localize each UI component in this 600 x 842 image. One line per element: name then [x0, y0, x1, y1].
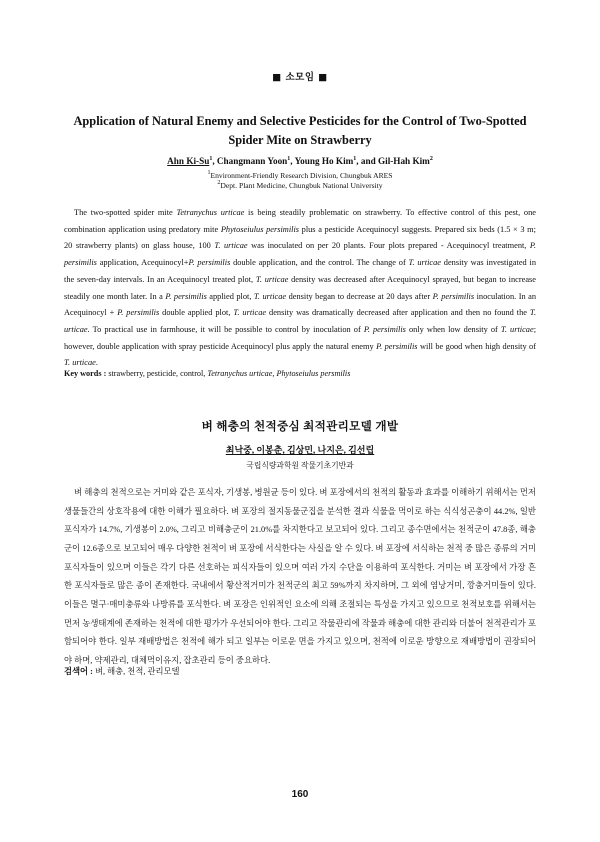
abstract-segment-italic: T. urticae.	[64, 308, 537, 334]
author-sup: 1	[287, 156, 291, 162]
abstract-segment-italic: T. urticae	[408, 258, 442, 268]
author-list-en: Ahn Ki-Su$^1$, Changmann Yoon$^1$, Young Ho Kim$^1$, and Gil-Hah Kim$^2$	[167, 156, 433, 166]
abstract-segment-text: application, Acequinocyl+	[96, 258, 189, 268]
abstract-segment-text: density began to decrease at 20 days after	[286, 291, 433, 301]
abstract-segment-text: is being steadily problematic on strawberry. To effective control of this pest, one combination application using predatory mite	[64, 208, 536, 234]
affiliation-2	[0, 181, 600, 191]
abstract-segment-italic: P. persimilis	[432, 291, 475, 301]
abstract-segment-text: double applied plot,	[159, 308, 234, 318]
abstract-segment-italic: P. persimilis	[117, 308, 160, 318]
keywords-label-ko: 검색어 :	[64, 667, 93, 676]
author-name: Gil-Hah Kim	[378, 156, 430, 166]
abstract-segment-italic: T. urticae	[214, 241, 248, 251]
affil-text: Dept. Plant Medicine, Chungbuk National University	[220, 181, 383, 190]
abstract-segment-italic: P. persimilis	[188, 258, 231, 268]
keywords-label: Key words :	[64, 369, 107, 378]
author-names-ko: 최낙중, 이봉춘, 김상민, 나지은, 김선립	[225, 445, 375, 455]
abstract-segment-text: double application, and the control. The change of	[230, 258, 409, 268]
affil-text: Environment-Friendly Research Division, Chungbuk ARES	[210, 171, 393, 180]
keyword-segment-text: strawberry, pesticide, control,	[106, 369, 208, 378]
abstract-segment-italic: P. persimilis	[376, 341, 418, 351]
keywords-ko	[64, 665, 536, 677]
author-sup: 1	[353, 156, 357, 162]
abstract-segment-text: .	[95, 358, 98, 368]
abstract-ko	[64, 484, 536, 671]
affil-sup: 2	[217, 180, 221, 186]
abstract-segment-italic: P. persimilis	[64, 241, 537, 268]
abstract-segment-italic: P. persimilis	[165, 291, 207, 301]
abstract-ko-text: 벼 해충의 천적으로는 거미와 같은 포식자, 기생봉, 병원균 등이 있다. 벼 포장에서의 천적의 활동과 효과를 이해하기 위해서는 먼저 생물들간의 상호작용에 대한 이해가 필요하다. 벼 포장의 절지동물군집을 분석한 결과 식물을 먹이로 하는 식식성곤충이 44.2%, 일반포식자가 14.7%, 기생봉이 2.0%, 그리고 비해충군이 21.0%를 차지한다고 보고되어 있다. 그리고 종수면에서는 천적군이 47.8종, 해충군이 12.6종으로 보고되어 매우 다양한 천적이 벼 포장에 서식한다는 사실을 알 수 있다. 벼 포장에 서식하는 천적 중 많은 종류의 거미 포식자들이 있으며 이들은 각기 다른 선호하는 피식자들이 있으며 여러 가지 수단을 이용하여 포식한다. 거미는 벼 포장에서 가장 흔한 포식자들로 많은 종이 존재한다. 국내에서 황산적거미가 천적군의 최고 59%까지 차지하며, 그 외에 염낭거미, 깡충거미들이 있다. 이들은 멸구·매미충류와 나방류를 포식한다. 벼 포장은 인위적인 요소에 의해 조절되는 특성을 가지고 있으므로 천적보호를 위해서는 먼저 농생태계에 존재하는 천적에 대한 평가가 우선되어야 한다. 그리고 작물관리에 작물과 해충에 대한 관리와 더불어 천적관리가 포함되어야 한다. 일부 재배방법은 천적에 해가 되고 일부는 이로운 면을 가지고 있으며, 천적에 이로운 방향으로 재배방법이 권장되어야 하며, 약제관리, 대체먹이유지, 잡초관리 등이 중요하다.	[64, 488, 536, 665]
abstract-segment-text: density was investigated in the seven-day intervals. In an Acequinocyl treated plot,	[64, 258, 536, 284]
abstract-segment-italic: T. urticae	[500, 324, 534, 334]
author-name: Ahn Ki-Su	[167, 156, 210, 166]
abstract-segment-text: density was decreased after Acequinocyl sprayed, but began to increase steadily one month later. In a	[64, 274, 537, 301]
keywords-en	[64, 369, 536, 378]
author-name: Changmann Yoon	[216, 156, 288, 166]
abstract-segment-text: was inoculated on per 20 plants. Four plots prepared - Acequinocyl treatment,	[247, 241, 530, 251]
abstract-segment-text: ; however, double application with spray pesticide Acequinocyl plus apply the natural enemy	[64, 324, 537, 351]
abstract-segment-italic: Phytoseiulus persimilis	[220, 224, 300, 234]
abstract-segment-text: applied plot,	[206, 291, 254, 301]
abstract-segment-text: To practical use in farmhouse, it will be possible to control by inoculation of	[89, 324, 364, 334]
keywords-ko-text: 벼, 해충, 천적, 관리모델	[92, 667, 180, 676]
author-sup: 1	[209, 156, 213, 162]
abstract-segment-text: inoculation. In an Acequinocyl +	[64, 291, 537, 318]
keyword-segment-italic: Tetranychus urticae, Phytoseiulus persmilis	[207, 369, 351, 378]
author-list-ko	[0, 443, 600, 456]
abstract-segment-italic: Tetranychus urticae	[176, 208, 245, 217]
abstract-segment-text: only when low density of	[405, 324, 501, 334]
abstract-segment-text: density was dramatically decreased after application and then no found the	[266, 308, 530, 318]
affiliation-1	[0, 171, 600, 181]
paper-title-en: Application of Natural Enemy and Selective Pesticides for the Control of Two-Spotted Spider Mite on Strawberry	[73, 114, 527, 147]
abstract-segment-text: will be good when high density of	[417, 341, 536, 351]
abstract-segment-text: plus a pesticide Acequinocyl suggests. Prepared six beds (1.5 × 3 m; 20 strawberry plants) on glass house, 100	[64, 224, 536, 251]
author-sup: 2	[429, 156, 433, 162]
section-header: ■ 소모임 ■	[272, 72, 328, 83]
abstract-en	[64, 205, 536, 372]
author-name: Young Ho Kim	[294, 156, 354, 166]
abstract-segment-italic: T. urticae	[253, 291, 287, 301]
page-number: 160	[291, 789, 309, 800]
affil-sup: 1	[207, 170, 211, 176]
abstract-segment-italic: T. urticae	[64, 358, 96, 368]
abstract-segment-text: The two-spotted spider mite	[74, 208, 177, 217]
abstract-segment-italic: P. persimilis	[363, 324, 406, 334]
abstract-segment-italic: T. urticae	[233, 308, 267, 318]
affiliation-ko: 국립식량과학원 작물기초기반과	[246, 461, 354, 470]
paper-title-ko: 벼 해충의 천적중심 최적관리모델 개발	[201, 420, 399, 433]
abstract-segment-italic: T. urticae	[255, 274, 289, 284]
